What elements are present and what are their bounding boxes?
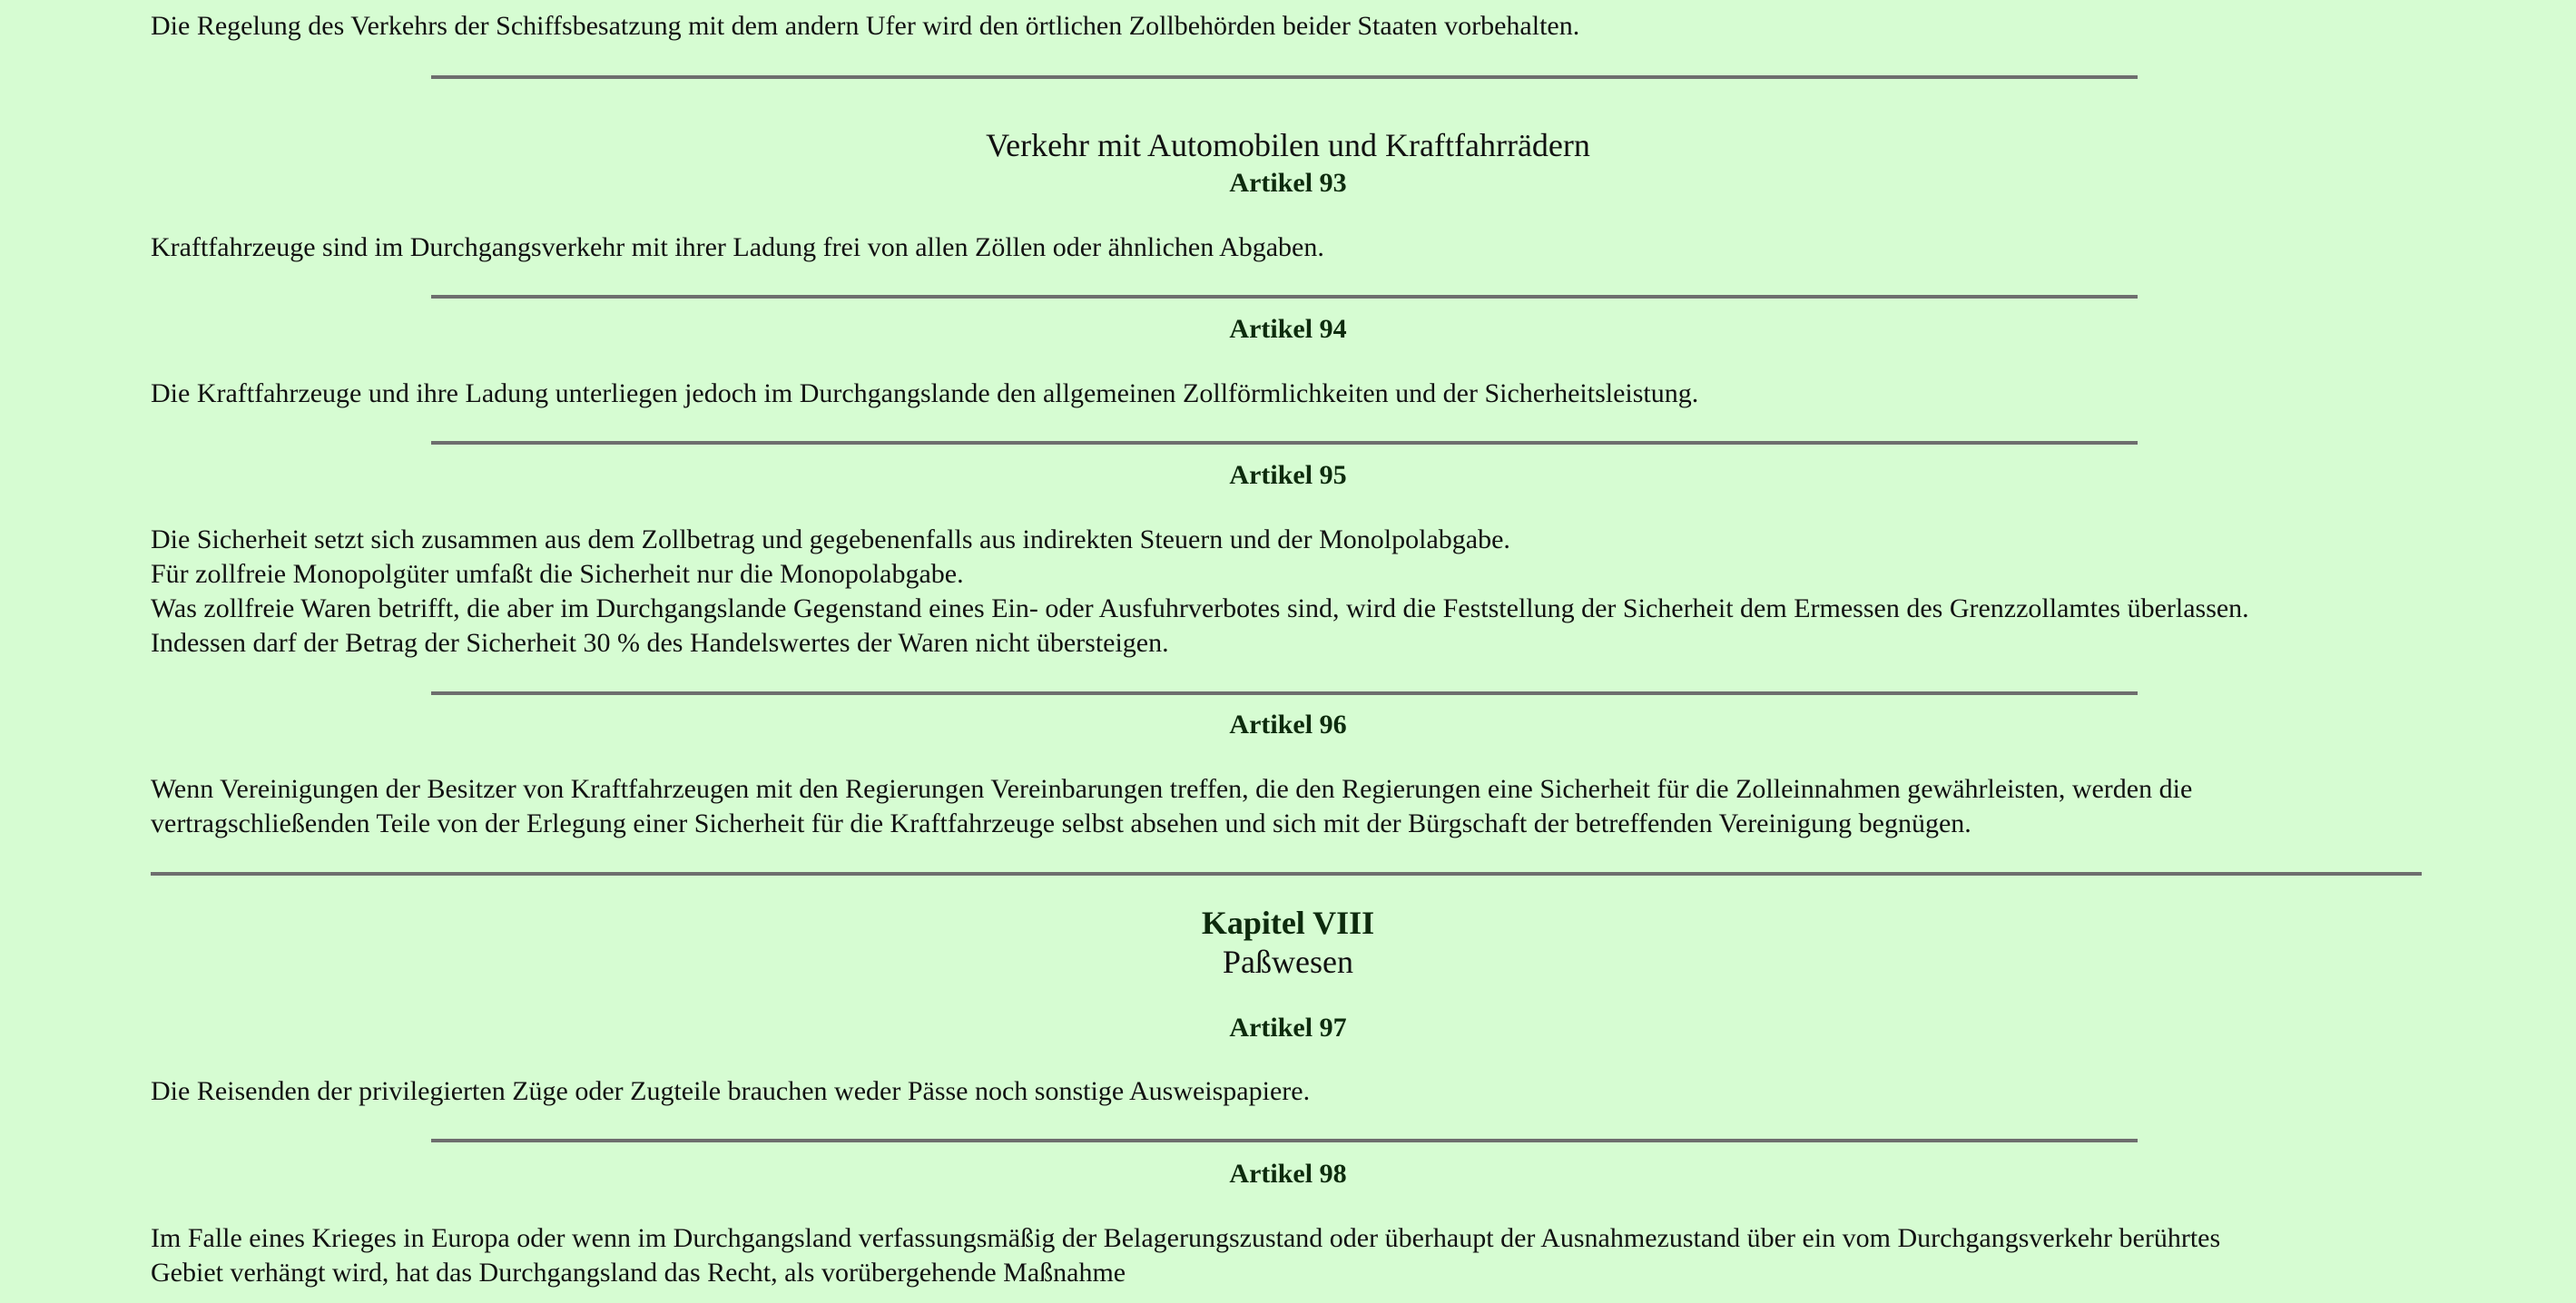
paragraph-line: vertragschließenden Teile von der Erlegung einer Sicherheit für die Kraftfahrzeuge selbst absehen und sich mit der Bürgschaft der betreffenden Vereinigung begnügen. — [151, 808, 1971, 838]
article-94-text — [151, 377, 2456, 411]
article-heading-97: Artikel 97 — [1229, 1013, 1347, 1043]
article-heading-96: Artikel 96 — [1229, 710, 1347, 740]
paragraph-line: Indessen darf der Betrag der Sicherheit 30 % des Handelswertes der Waren nicht übersteigen. — [151, 628, 1169, 658]
paragraph-line: Für zollfreie Monopolgüter umfaßt die Sicherheit nur die Monopolabgabe. — [151, 559, 964, 589]
article-96-text — [151, 772, 2456, 841]
divider — [431, 441, 2138, 445]
paragraph-line: Die Regelung des Verkehrs der Schiffsbesatzung mit dem andern Ufer wird den örtlichen Zollbehörden beider Staaten vorbehalten. — [151, 11, 1580, 41]
article-heading-95: Artikel 95 — [1229, 460, 1347, 490]
paragraph-line: Die Reisenden der privilegierten Züge oder Zugteile brauchen weder Pässe noch sonstige Ausweispapiere. — [151, 1076, 1311, 1106]
paragraph-line: Die Sicherheit setzt sich zusammen aus dem Zollbetrag und gegebenenfalls aus indirekten Steuern und der Monolpolabgabe. — [151, 524, 1510, 554]
divider — [431, 691, 2138, 695]
article-heading-94: Artikel 94 — [1229, 314, 1347, 344]
divider — [431, 75, 2138, 79]
paragraph-line: Im Falle eines Krieges in Europa oder wenn im Durchgangsland verfassungsmäßig der Belagerungszustand oder überhaupt der Ausnahmezustand über ein vom Durchgangsverkehr berührtes — [151, 1223, 2221, 1253]
paragraph-line: Die Kraftfahrzeuge und ihre Ladung unterliegen jedoch im Durchgangslande den allgemeinen Zollförmlichkeiten und der Sicherheitsleistung. — [151, 378, 1699, 408]
chapter-subtitle: Paßwesen — [1223, 944, 1353, 980]
divider — [431, 1139, 2138, 1142]
article-heading-93: Artikel 93 — [1229, 168, 1347, 198]
chapter-divider — [151, 872, 2422, 876]
chapter-title: Kapitel VIII — [1201, 905, 1375, 941]
paragraph-line: Kraftfahrzeuge sind im Durchgangsverkehr mit ihrer Ladung frei von allen Zöllen oder ähnlichen Abgaben. — [151, 232, 1324, 262]
article-97-text — [151, 1074, 2456, 1109]
paragraph-ship-crew — [151, 9, 2456, 44]
divider — [431, 295, 2138, 299]
paragraph-line: Wenn Vereinigungen der Besitzer von Kraftfahrzeugen mit den Regierungen Vereinbarungen treffen, die den Regierungen eine Sicherheit für die Zolleinnahmen gewährleisten, werden die — [151, 774, 2193, 804]
article-95-text — [151, 523, 2456, 661]
article-98-text — [151, 1221, 2456, 1290]
article-heading-98: Artikel 98 — [1229, 1159, 1347, 1189]
article-93-text — [151, 230, 2456, 265]
section-title: Verkehr mit Automobilen und Kraftfahrrädern — [986, 127, 1590, 163]
paragraph-line: Gebiet verhängt wird, hat das Durchgangsland das Recht, als vorübergehende Maßnahme — [151, 1258, 1126, 1288]
paragraph-line: Was zollfreie Waren betrifft, die aber im Durchgangslande Gegenstand eines Ein- oder Ausfuhrverbotes sind, wird die Feststellung der Sicherheit dem Ermessen des Grenzzollamtes überlassen. — [151, 593, 2249, 623]
